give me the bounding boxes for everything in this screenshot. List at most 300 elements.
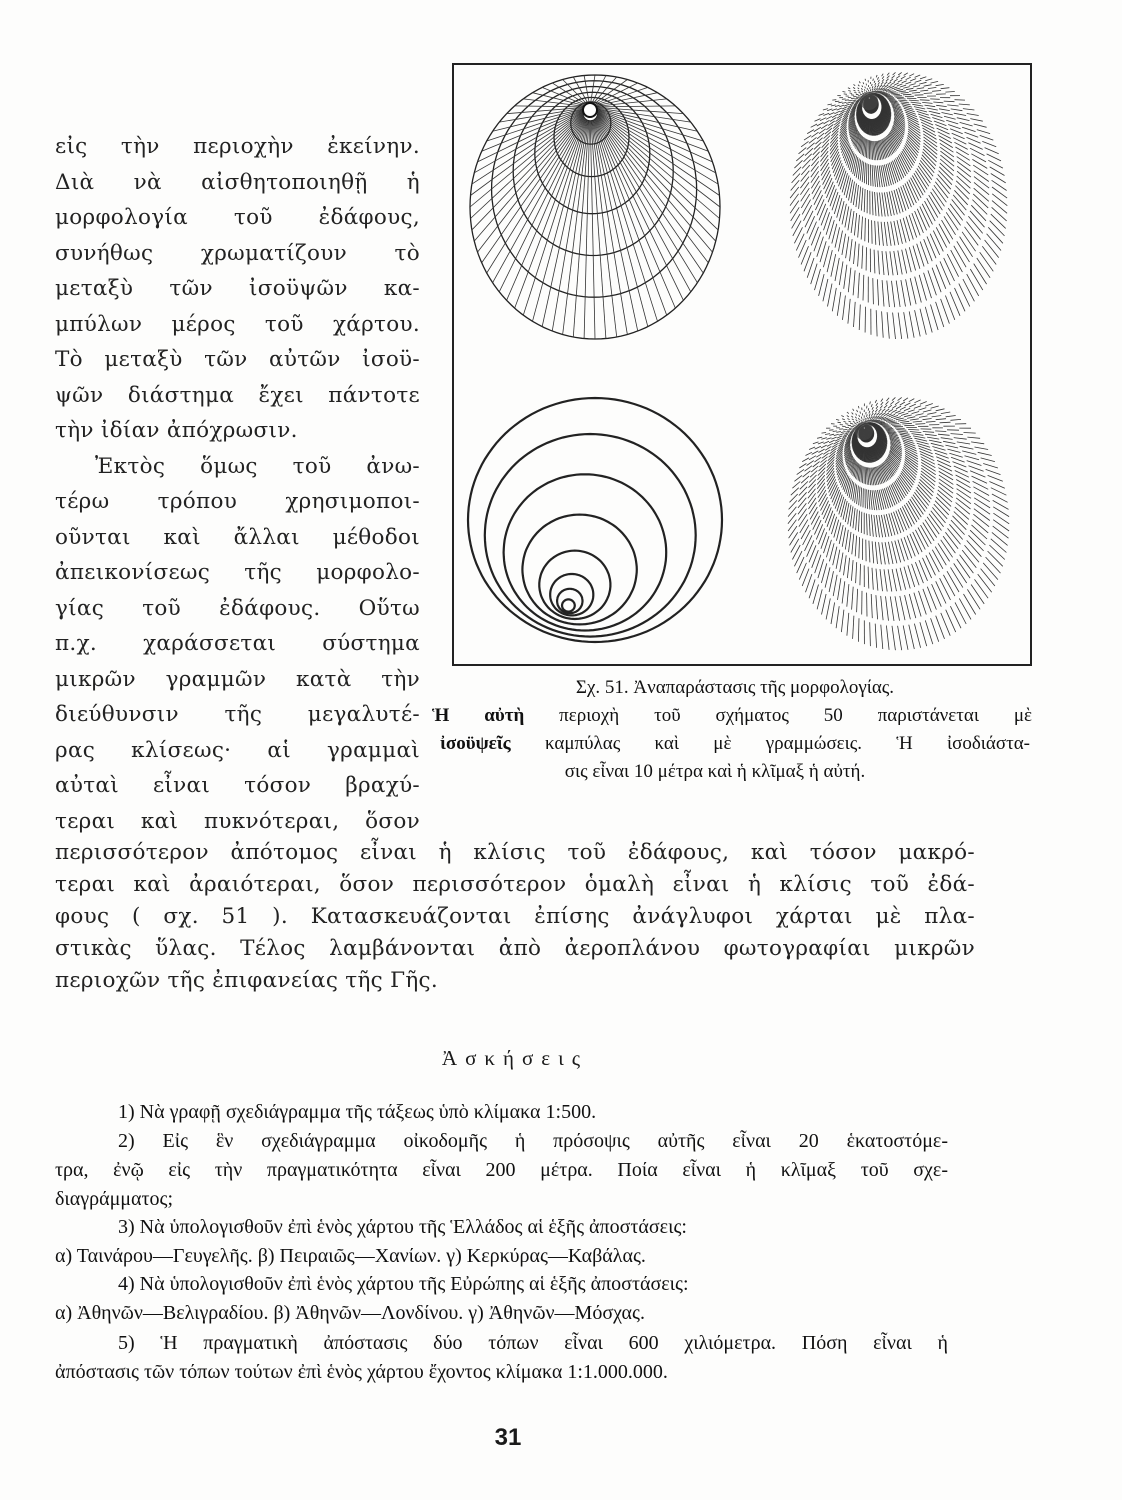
hachure-line <box>858 406 859 408</box>
hachure-line <box>863 82 864 84</box>
hachure-line <box>838 422 841 423</box>
hachure-line <box>952 199 965 215</box>
left-column-line: οῦνται καὶ ἄλλαι μέθοδοι <box>55 524 420 550</box>
hachure-line <box>965 227 979 246</box>
hachure-line <box>929 440 942 443</box>
hachure-line <box>794 160 802 168</box>
hachure-line <box>850 93 853 94</box>
hachure-line <box>943 536 955 553</box>
hachure-line <box>941 88 950 89</box>
left-column-line: ψῶν διάστημα ἔχει πάντοτε <box>55 382 420 408</box>
hachure-line <box>825 507 831 523</box>
hachure-line <box>838 578 841 600</box>
hachure-line <box>874 515 877 537</box>
hachure-line <box>847 412 849 414</box>
hachure-line <box>811 157 819 166</box>
hachure-line <box>892 569 896 591</box>
hachure-line <box>982 246 996 264</box>
hachure-line <box>917 487 930 502</box>
hachure-line <box>957 171 971 183</box>
hachure-line <box>896 89 903 91</box>
hachure-line <box>939 109 950 111</box>
hachure-line <box>896 569 901 591</box>
hachure-line <box>829 571 833 592</box>
hachure-line <box>814 142 821 149</box>
hachure-line <box>807 461 814 466</box>
hachure-line <box>967 114 979 116</box>
hachure-line <box>986 557 1001 573</box>
hachure-line <box>901 76 906 79</box>
hachure-line <box>848 88 850 89</box>
hachure-line <box>950 606 961 628</box>
hachure-line <box>906 217 913 240</box>
hachure-line <box>826 125 833 130</box>
hachure-line <box>865 218 866 241</box>
left-column-line: μπύλων μέρος τοῦ χάρτου. <box>55 311 420 337</box>
hachure-line <box>493 118 585 283</box>
hachure-line <box>956 152 970 161</box>
hachure-line <box>957 157 971 166</box>
hachure-line <box>840 131 847 142</box>
hachure-line <box>919 408 927 411</box>
hachure-line <box>872 407 873 410</box>
hachure-line <box>801 165 810 175</box>
hachure-line <box>865 87 866 89</box>
hachure-line <box>885 409 889 412</box>
exercises-line: ἀπόστασις τῶν τόπων τούτων ἐπὶ ἑνὸς χάρτου ἔχοντος κλίμακα 1:1.000.000. <box>55 1361 668 1383</box>
hachure-line <box>910 534 919 555</box>
hachure-line <box>890 79 893 82</box>
hachure-line <box>987 234 1001 251</box>
hachure-line <box>845 424 848 425</box>
hachure-line <box>807 216 815 233</box>
hachure-line <box>902 423 912 424</box>
hachure-line <box>804 135 811 140</box>
hachure-line <box>954 438 967 440</box>
hachure-line <box>819 464 826 471</box>
hachure-line <box>823 504 830 519</box>
hachure-line <box>859 187 861 209</box>
hachure-line <box>924 85 932 87</box>
hachure-line <box>922 155 935 170</box>
hachure-line <box>909 100 919 101</box>
hachure-line <box>811 124 817 127</box>
hachure-line <box>841 610 844 632</box>
hachure-line <box>905 595 911 619</box>
hachure-line <box>856 509 858 530</box>
hachure-line <box>936 265 946 289</box>
hachure-line <box>912 104 923 106</box>
hachure-line <box>906 82 912 84</box>
left-column-line: ρας κλίσεως· αἱ γραμμαὶ <box>55 737 420 763</box>
hachure-line <box>858 244 860 267</box>
figure-drawings <box>454 65 1030 664</box>
hachure-line <box>826 182 833 198</box>
hachure-line <box>878 80 879 82</box>
hachure-line <box>843 434 848 436</box>
hachure-line <box>808 493 816 503</box>
hachure-line <box>925 434 937 435</box>
hachure-line <box>851 430 855 431</box>
hachure-line <box>848 105 853 107</box>
hachure-line <box>839 261 843 285</box>
hachure-line <box>842 102 846 103</box>
hachure-line <box>915 211 924 233</box>
hachure-line <box>825 178 832 194</box>
hachure-line <box>842 234 846 255</box>
hachure-line <box>895 401 900 404</box>
hachure-line <box>874 413 877 416</box>
hachure-line <box>989 482 1004 489</box>
hachure-line <box>843 296 846 320</box>
hachure-line <box>962 127 976 131</box>
hachure-line <box>912 412 920 414</box>
hachure-line <box>965 456 980 460</box>
hachure-line <box>799 464 806 469</box>
hachure-line <box>901 413 908 415</box>
hachure-line <box>945 92 954 93</box>
hachure-line <box>849 532 852 552</box>
hachure-line <box>919 82 926 84</box>
hachure-line <box>859 537 860 558</box>
hachure-line <box>970 269 983 290</box>
hachure-line <box>906 77 911 80</box>
hachure-line <box>895 596 900 620</box>
hachure-line <box>819 129 826 134</box>
hachure-line <box>839 105 844 107</box>
hachure-line <box>876 569 878 591</box>
hachure-line <box>857 410 858 412</box>
hachure-line <box>791 207 800 221</box>
hachure-line <box>834 434 839 435</box>
hachure-line <box>914 492 927 508</box>
hachure-line <box>790 194 799 206</box>
hachure-line <box>812 181 820 194</box>
hachure-line <box>796 154 804 161</box>
hachure-line <box>947 105 958 106</box>
hachure-line <box>858 418 859 420</box>
hachure-line <box>893 313 896 339</box>
hachure-line <box>825 567 830 587</box>
hachure-line <box>893 72 896 75</box>
hachure-line <box>991 214 1006 228</box>
hachure-line <box>822 433 827 434</box>
hachure-line <box>912 92 920 93</box>
hachure-line <box>835 101 839 102</box>
hachure-line <box>805 535 813 551</box>
hachure-line <box>861 88 862 89</box>
full-lines-line: στικὰς ὕλας. Τέλος λαμβάνονται ἀπὸ ἀεροπλάνου φωτογραφίαι μικρῶν <box>55 936 975 961</box>
hachure-line <box>918 166 930 183</box>
hachure-line <box>951 567 963 587</box>
hachure-line <box>847 613 849 636</box>
hachure-line <box>808 484 816 493</box>
hachure-line <box>988 551 1003 566</box>
hachure-line <box>915 80 922 82</box>
hachure-line <box>950 419 961 420</box>
hachure-line <box>932 584 942 607</box>
hachure-line <box>936 105 947 106</box>
hachure-line <box>972 525 988 539</box>
hachure-line <box>848 299 850 324</box>
hachure-line <box>872 410 874 413</box>
hachure-line <box>800 520 808 533</box>
page-number: 31 <box>494 1424 522 1451</box>
hachure-line <box>835 438 841 441</box>
hachure-line <box>840 553 843 573</box>
hachure-line <box>884 82 887 85</box>
hachure-line <box>881 82 883 85</box>
hachure-line <box>919 448 933 453</box>
hachure-line <box>801 188 810 201</box>
hachure-line <box>597 109 703 141</box>
hachure-line <box>826 116 832 119</box>
hachure-line <box>832 288 836 311</box>
hachure-line <box>985 240 999 258</box>
hachure-line <box>990 221 1005 236</box>
hachure-line <box>884 405 887 408</box>
hachure-line <box>822 501 829 515</box>
hachure-line <box>809 447 815 450</box>
full-lines-line: περισσότερον ἀπότομος εἶναι ἡ κλίσις τοῦ ἐδάφους, καὶ τόσον μακρό- <box>55 840 975 865</box>
hachure-line <box>864 92 865 93</box>
hachure-line <box>950 204 963 221</box>
hachure-line <box>900 407 906 410</box>
hachure-line <box>907 417 915 419</box>
hachure-line <box>914 173 925 192</box>
hachure-line <box>829 514 835 531</box>
hachure-line <box>854 213 856 235</box>
hachure-line <box>859 92 861 93</box>
hachure-line <box>861 91 863 92</box>
hachure-line <box>874 81 875 83</box>
contour-line <box>557 589 582 613</box>
hachure-line <box>848 268 851 293</box>
hachure-line <box>945 445 958 448</box>
hachure-line <box>821 125 828 129</box>
hachure-line <box>835 258 839 281</box>
hachure-line <box>939 224 950 244</box>
hachure-line <box>957 559 970 578</box>
hachure-line <box>889 422 897 423</box>
hachure-line <box>811 166 819 177</box>
hachure-line <box>858 618 859 642</box>
hachure-line <box>876 403 878 406</box>
hachure-line <box>864 89 865 91</box>
hachure-line <box>911 102 922 103</box>
hachure-line <box>896 281 900 307</box>
hachure-line <box>886 514 892 536</box>
summit-shading <box>860 92 878 110</box>
hachure-line <box>948 528 961 544</box>
hachure-line <box>904 537 912 558</box>
hachure-line <box>981 569 995 586</box>
hachure-line <box>924 93 933 94</box>
hachure-line <box>981 458 995 462</box>
hachure-line <box>809 456 816 460</box>
left-column-line: μεταξὺ τῶν ἰσοϋψῶν κα- <box>55 276 420 301</box>
hachure-line <box>931 305 939 331</box>
hachure-line <box>821 445 827 448</box>
hachure-line <box>847 430 851 431</box>
hachure-line <box>853 409 854 411</box>
hachure-line <box>900 596 905 620</box>
hachure-line <box>813 442 819 444</box>
hachure-line <box>857 422 859 423</box>
hachure-line <box>876 75 877 77</box>
hachure-line <box>821 438 826 440</box>
hachure-line <box>963 109 975 110</box>
hachure-line <box>887 312 889 338</box>
hachure-line <box>925 404 933 407</box>
hachure-line <box>859 305 860 331</box>
hachure-line <box>876 310 877 336</box>
hachure-line <box>814 457 821 462</box>
hachure-line <box>960 237 973 257</box>
hachure-line <box>894 88 900 90</box>
hachure-line <box>836 432 841 433</box>
hachure-line <box>918 446 932 451</box>
hachure-line <box>862 93 864 94</box>
hachure-line <box>888 405 892 408</box>
hachure-line <box>942 113 953 115</box>
hachure-line <box>957 489 971 499</box>
hachure-line <box>891 93 898 94</box>
hachure-line <box>957 241 970 262</box>
hachure-line <box>956 503 970 515</box>
hachure-line <box>819 494 826 507</box>
hachure-line <box>903 87 910 89</box>
hachure-line <box>935 431 946 432</box>
hachure-line <box>840 109 846 112</box>
hachure-line <box>804 205 812 221</box>
hachure-line <box>841 137 848 150</box>
hachure-line <box>965 545 980 562</box>
hachure-line <box>886 398 889 401</box>
hachure-line <box>875 542 877 564</box>
hachure-line <box>805 466 813 472</box>
hachure-line <box>892 281 895 307</box>
hachure-line <box>854 157 858 176</box>
hachure-line <box>856 420 858 422</box>
hachure-line <box>947 254 958 277</box>
hachure-line <box>854 90 856 91</box>
hachure-line <box>967 589 980 609</box>
hachure-line <box>801 525 809 539</box>
hachure-line <box>853 421 855 422</box>
hachure-line <box>980 135 994 140</box>
hachure-line <box>909 399 915 402</box>
hachure-line <box>912 213 920 235</box>
hachure-line <box>821 457 828 463</box>
left-column-line: τέρω τρόπου χρησιμοποι- <box>55 489 420 514</box>
hachure-line <box>954 113 966 115</box>
hachure-line <box>854 84 856 85</box>
caption-line-1: Σχ. 51. Ἀναπαράστασις τῆς μορφολογίας. <box>575 677 895 698</box>
hachure-line <box>598 114 718 230</box>
hachure-line <box>969 535 984 551</box>
exercises-line: α) Ἀθηνῶν—Βελιγραδίου. β) Ἀθηνῶν—Λονδίνου. γ) Ἀθηνῶν—Μόσχας. <box>55 1302 645 1324</box>
hachure-line <box>798 498 806 508</box>
hachure-line <box>846 102 851 103</box>
hachure-line <box>901 280 906 306</box>
hachure-line <box>896 418 904 420</box>
hachure-line <box>951 520 965 535</box>
hachure-line <box>515 106 586 107</box>
exercises-line: α) Ταινάρου—Γευγελῆς. β) Πειραιῶς—Χανίων. γ) Κερκύρας—Καβάλας. <box>55 1245 646 1267</box>
hachure-line <box>840 133 847 144</box>
hachure-line <box>955 288 966 311</box>
full-lines-line: τεραι καὶ ἀραιότεραι, ὅσον περισσότερον ὁμαλὴ εἶναι ἡ κλίσις τοῦ ἐδά- <box>55 872 975 897</box>
hachure-line <box>880 193 883 217</box>
hachure-line <box>811 176 819 188</box>
hachure-line <box>801 476 809 483</box>
hachure-line <box>870 622 871 646</box>
hachure-line <box>967 222 981 240</box>
hachure-line <box>879 542 882 564</box>
hachure-line <box>989 545 1004 560</box>
hachure-line <box>819 449 825 452</box>
hachure-line <box>862 86 863 88</box>
hachure-line <box>985 148 999 154</box>
hachure-line <box>859 421 860 423</box>
hachure-line <box>805 211 813 227</box>
hachure-line <box>805 148 813 155</box>
hachure-line <box>874 250 875 274</box>
hachure-line <box>964 594 976 615</box>
hachure-line <box>878 222 880 246</box>
hachure-line <box>949 453 962 457</box>
hachure-line <box>876 595 878 619</box>
hachure-line <box>815 269 821 290</box>
hachure-line <box>807 130 814 134</box>
hachure-line <box>828 284 833 307</box>
hachure-line <box>852 587 854 610</box>
hachure-line <box>927 108 938 110</box>
hachure-line <box>852 429 856 430</box>
hachure-line <box>954 512 968 525</box>
hachure-line <box>809 503 816 515</box>
hachure-line <box>830 118 836 122</box>
hachure-line <box>956 498 970 509</box>
hachure-line <box>801 141 808 146</box>
exercises-line: 5) Ἡ πραγματικὴ ἀπόστασις δύο τόπων εἶναι 600 χιλιόμετρα. Πόση εἶναι ἡ <box>118 1332 948 1354</box>
hachure-line <box>943 575 955 596</box>
hachure-line <box>837 495 842 512</box>
hachure-line <box>956 480 970 488</box>
hachure-line <box>881 165 885 186</box>
hachure-line <box>909 90 917 91</box>
hachure-line <box>803 471 811 477</box>
hachure-line <box>815 119 821 122</box>
hachure-line <box>802 159 810 168</box>
hachure-line <box>992 532 1008 545</box>
left-column-line: εἰς τὴν περιοχὴν ἐκείνην. <box>55 134 420 159</box>
hachure-line <box>932 550 943 569</box>
hachure-line <box>842 173 847 192</box>
hachure-line <box>875 400 876 403</box>
hachure-line <box>817 437 822 438</box>
hachure-line <box>869 490 870 510</box>
hachure-line <box>939 475 953 484</box>
left-column-line: Διὰ νὰ αἰσθητοποιηθῇ ἡ <box>55 169 420 195</box>
hachure-line <box>824 120 830 124</box>
hachure-line <box>800 182 809 194</box>
hachure-line <box>837 292 841 316</box>
hachure-line <box>861 512 862 533</box>
hachure-line <box>815 195 822 210</box>
hachure-line <box>974 492 990 501</box>
